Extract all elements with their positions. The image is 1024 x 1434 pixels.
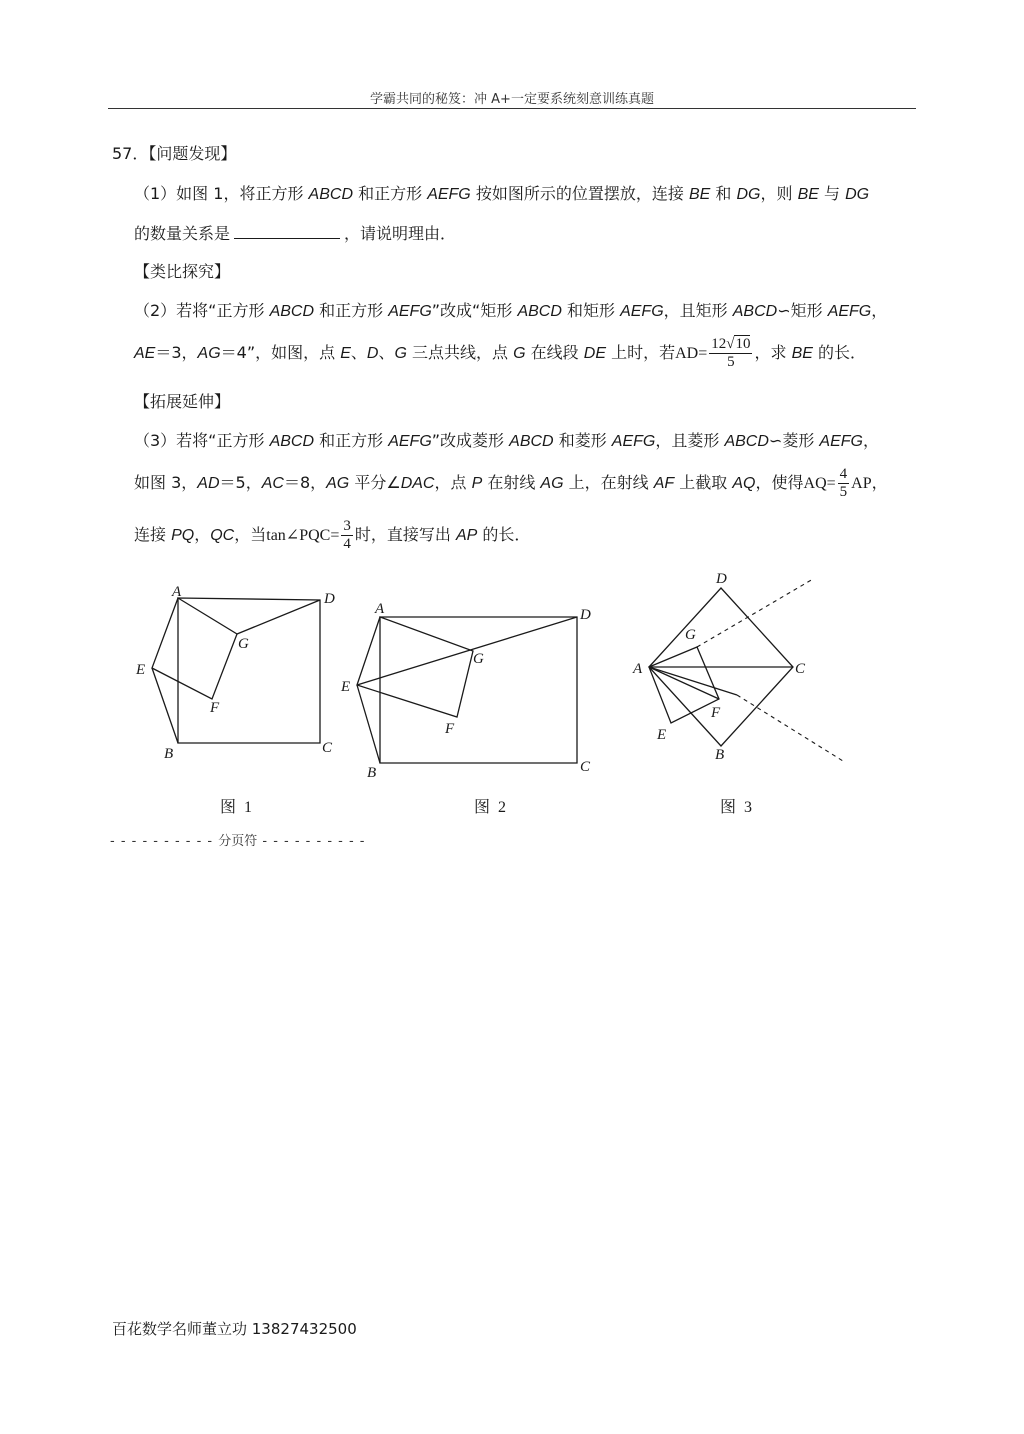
- ap-label: AP: [851, 475, 872, 492]
- var-ag: AG: [326, 475, 350, 492]
- segment-dg: [237, 600, 320, 634]
- section2-title: 【类比探究】: [134, 262, 231, 281]
- text: 上时，若: [606, 343, 676, 362]
- label-a: A: [375, 601, 385, 617]
- var-abcd: ABCD: [724, 433, 769, 450]
- label-c: C: [795, 661, 806, 677]
- text: 和正方形: [353, 184, 428, 203]
- text: 与: [818, 184, 846, 203]
- dash-right: - - - - - - - - - -: [257, 834, 366, 849]
- var-qc: QC: [210, 527, 235, 544]
- label-f: F: [445, 721, 455, 737]
- page-break-marker: [110, 830, 365, 849]
- figure-2-caption: 图 2: [474, 799, 509, 816]
- label-c: C: [322, 740, 333, 756]
- text: ＝8，: [283, 473, 327, 492]
- text: ，: [871, 301, 888, 320]
- label-c: C: [580, 759, 591, 775]
- var-abcd: ABCD: [269, 303, 315, 320]
- var-p: P: [471, 475, 483, 492]
- label-d: D: [580, 607, 591, 623]
- var-aefg: AEFG: [388, 433, 432, 450]
- var-ac: AC: [261, 475, 284, 492]
- fraction-numerator: 3: [343, 518, 351, 534]
- fraction-numerator: 12√10: [711, 336, 751, 352]
- rhombus-aefg: [649, 647, 719, 723]
- coefficient: 12: [711, 336, 727, 352]
- text: 如图 3，: [134, 473, 198, 492]
- dash-left: - - - - - - - - - -: [110, 834, 219, 849]
- text: ∽菱形: [768, 431, 820, 450]
- fraction-numerator: 4: [839, 466, 848, 482]
- label-e: E: [657, 727, 667, 743]
- text: ＝3，: [155, 343, 198, 362]
- var-ap: AP: [455, 527, 478, 544]
- var-g: G: [513, 345, 526, 362]
- var-ad: AD: [197, 475, 220, 492]
- text: 三点共线，点: [406, 343, 514, 362]
- var-abcd: ABCD: [732, 303, 778, 320]
- text: ，请说明理由．: [344, 224, 457, 243]
- label-f: F: [210, 700, 220, 716]
- ray-af-dashed: [737, 695, 843, 761]
- part2-line2: [134, 334, 866, 373]
- var-d: D: [366, 345, 379, 362]
- label-e: E: [341, 679, 351, 695]
- page-header: 学霸共同的秘笈：冲 A+一定要系统刻意训练真题: [370, 92, 654, 107]
- answer-blank[interactable]: [234, 222, 340, 239]
- var-aefg: AEFG: [427, 186, 471, 203]
- text: 时，直接写出: [354, 525, 456, 544]
- text: 在线段: [525, 343, 584, 362]
- text: 按如图所示的位置摆放，连接: [470, 184, 689, 203]
- var-aefg: AEFG: [388, 303, 432, 320]
- ad-label: AD=: [675, 345, 708, 362]
- part2-line1: [134, 299, 887, 324]
- text: ，: [871, 473, 888, 492]
- var-aefg: AEFG: [611, 433, 656, 450]
- text: ∽矩形: [777, 301, 828, 320]
- var-e: E: [340, 345, 351, 362]
- problem-number: 57．: [112, 144, 149, 163]
- figure-1-caption: 图 1: [220, 799, 255, 816]
- text: ，求: [754, 343, 792, 362]
- part3-line3: [134, 516, 530, 555]
- part1-line2: [134, 222, 456, 246]
- var-abcd: ABCD: [509, 433, 554, 450]
- figure-3-caption: 图 3: [720, 799, 755, 816]
- figure-1: [130, 578, 350, 768]
- part3-line2: [134, 464, 888, 503]
- tan-label: tan∠PQC=: [266, 527, 340, 544]
- var-aq: AQ: [732, 475, 756, 492]
- label-a: A: [633, 661, 643, 677]
- header-rule: [108, 108, 916, 109]
- var-be: BE: [797, 186, 819, 203]
- text: 在射线: [482, 473, 541, 492]
- segment-be: [357, 685, 380, 763]
- text: ”改成“矩形: [431, 301, 518, 320]
- text: 上截取: [674, 473, 733, 492]
- var-be: BE: [791, 345, 813, 362]
- text: 的数量关系是: [134, 224, 231, 243]
- var-abcd: ABCD: [269, 433, 315, 450]
- var-abcd: ABCD: [308, 186, 353, 203]
- text: ，则: [760, 184, 798, 203]
- text: ＝5，: [219, 473, 262, 492]
- var-aefg: AEFG: [620, 303, 664, 320]
- var-ag: AG: [540, 475, 564, 492]
- page-break-label: 分页符: [218, 834, 258, 849]
- label-g: G: [238, 636, 249, 652]
- label-g: G: [473, 651, 484, 667]
- ad-fraction: [709, 336, 752, 371]
- aq-fraction: [838, 466, 850, 501]
- text: ”改成菱形: [431, 431, 510, 450]
- radicand: 10: [735, 336, 751, 352]
- fraction-denominator: 5: [839, 484, 848, 500]
- var-dg: DG: [845, 186, 870, 203]
- part1-line1: [134, 182, 869, 207]
- text: （2）若将“正方形: [134, 301, 270, 320]
- text: 和正方形: [314, 431, 389, 450]
- label-d: D: [716, 571, 727, 587]
- text: 上，在射线: [563, 473, 654, 492]
- label-b: B: [164, 746, 174, 762]
- problem-heading: [112, 142, 236, 166]
- var-aefg: AEFG: [827, 303, 872, 320]
- label-e: E: [136, 662, 146, 678]
- fraction-denominator: 5: [727, 354, 735, 370]
- text: ，使得: [755, 473, 804, 492]
- var-be: BE: [688, 186, 711, 203]
- text: ，且菱形: [655, 431, 725, 450]
- section3-title: 【拓展延伸】: [134, 392, 231, 411]
- var-pq: PQ: [171, 527, 195, 544]
- var-dg: DG: [736, 186, 761, 203]
- var-dac: DAC: [400, 475, 435, 492]
- square-aefg: [152, 598, 237, 699]
- tan-fraction: [341, 518, 353, 553]
- text: ，: [862, 431, 879, 450]
- text: ＝4”，如图，点: [220, 343, 341, 362]
- var-af: AF: [653, 475, 675, 492]
- label-b: B: [367, 765, 377, 781]
- label-f: F: [711, 705, 721, 721]
- text: 和: [710, 184, 737, 203]
- text: 、: [378, 343, 395, 362]
- text: ，点: [434, 473, 472, 492]
- text: 的长．: [477, 525, 531, 544]
- page-footer: 百花数学名师董立功 13827432500: [112, 1320, 357, 1338]
- text: 连接: [134, 525, 172, 544]
- rectangle-abcd: [380, 617, 577, 763]
- var-ae: AE: [134, 345, 156, 362]
- text: （3）若将“正方形: [134, 431, 270, 450]
- label-g: G: [685, 627, 696, 643]
- fraction-denominator: 4: [343, 536, 351, 552]
- part3-line1: [134, 429, 879, 454]
- var-ag: AG: [197, 345, 221, 362]
- label-a: A: [172, 584, 182, 600]
- text: ，: [194, 525, 211, 544]
- figure-3: [625, 565, 860, 770]
- label-d: D: [324, 591, 335, 607]
- ray-ag-dashed: [697, 579, 813, 647]
- section1-title: 【问题发现】: [148, 144, 237, 163]
- text: ，当: [234, 525, 267, 544]
- text: 和菱形: [553, 431, 612, 450]
- text: 、: [350, 343, 367, 362]
- var-aefg: AEFG: [819, 433, 863, 450]
- var-abcd: ABCD: [517, 303, 562, 320]
- text: 和矩形: [561, 301, 621, 320]
- text: 的长．: [812, 343, 866, 362]
- label-b: B: [715, 747, 725, 763]
- text: 和正方形: [314, 301, 389, 320]
- text: （1）如图 1，将正方形: [134, 184, 309, 203]
- text: 平分∠: [349, 473, 401, 492]
- text: ，且矩形: [663, 301, 733, 320]
- figure-2: [335, 595, 600, 785]
- square-abcd: [178, 598, 320, 743]
- aq-label: AQ=: [803, 475, 836, 492]
- var-g: G: [394, 345, 407, 362]
- var-de: DE: [583, 345, 606, 362]
